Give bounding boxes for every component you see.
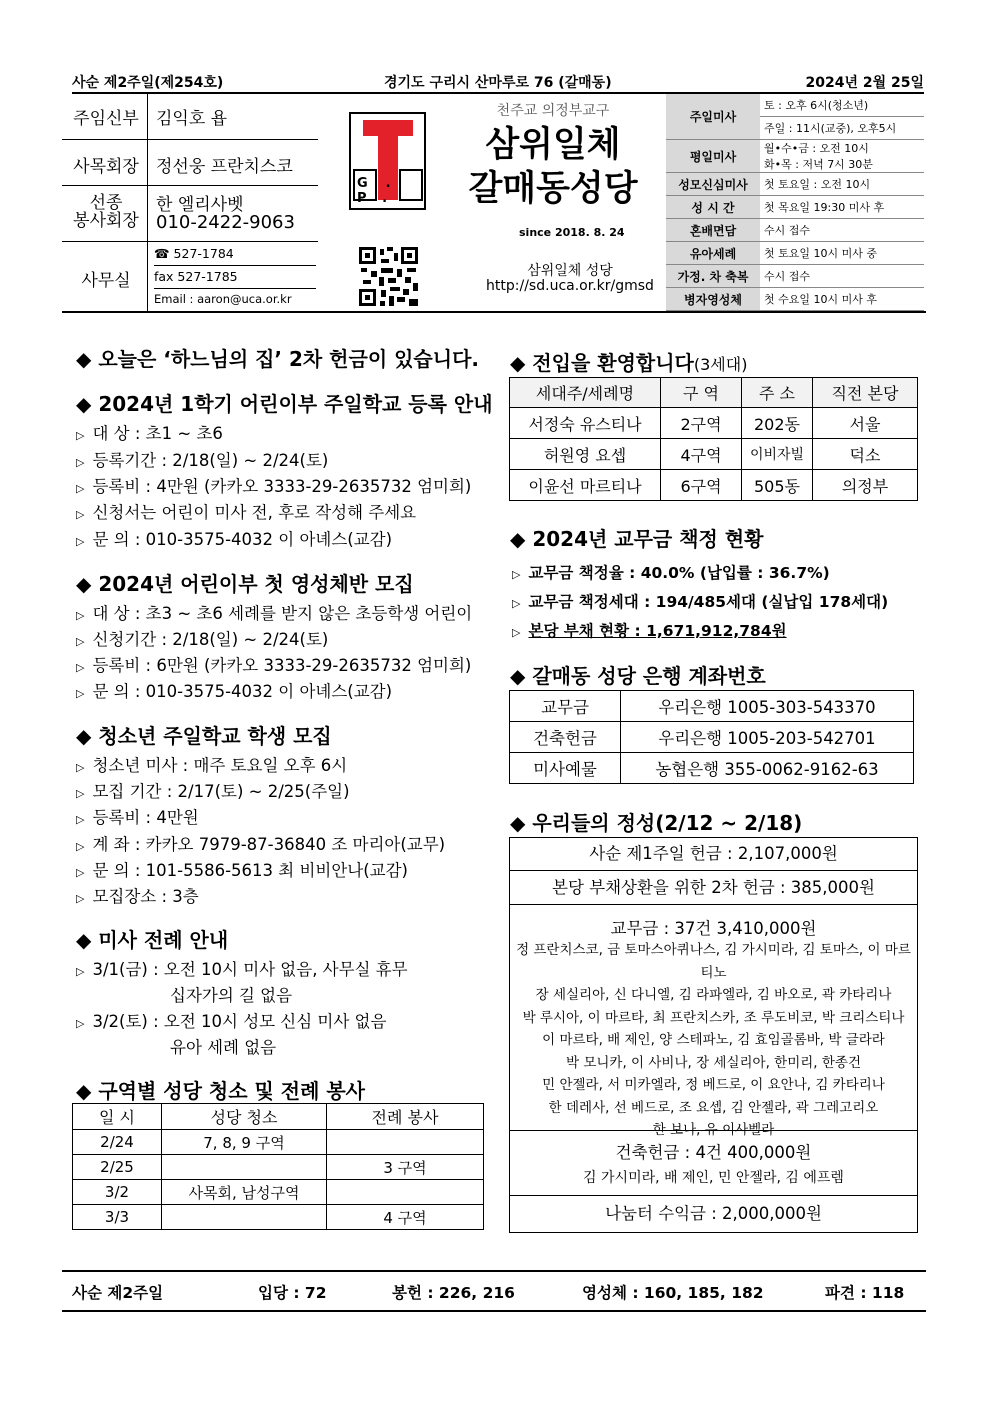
table-header-cell: 성당 청소	[162, 1104, 327, 1130]
offering-sunday: 사순 제1주일 헌금 : 2,107,000원	[510, 838, 917, 871]
newcomer-table	[509, 377, 918, 501]
schedule-value: 주일 : 11시(교중), 오후5시	[760, 117, 924, 140]
table-cell: 덕소	[813, 439, 918, 470]
building-fund-names: 김 가시미라, 배 제인, 민 안젤라, 김 에프렘	[583, 1170, 844, 1186]
table-row	[73, 1180, 484, 1205]
schedule-row	[666, 219, 924, 242]
staff-label: 사목회장	[73, 157, 139, 177]
table-cell: 3 구역	[327, 1155, 484, 1180]
table-header-row	[510, 378, 918, 408]
table-cell: 이비자빌	[742, 439, 813, 470]
church-address: 경기도 구리시 산마루로 76 (갈매동)	[384, 75, 612, 91]
notice-heading-youth-school: ◆ 청소년 주일학교 학생 모집	[76, 724, 332, 748]
triangle-bullet-icon: ▷	[512, 568, 521, 581]
schedule-value: 화•목 : 저녁 7시 30분	[760, 156, 924, 173]
schedule-row	[666, 265, 924, 288]
schedule-label: 성 시 간	[666, 196, 760, 219]
schedule-label: 유아세례	[666, 242, 760, 265]
triangle-bullet-icon: ▷	[76, 892, 85, 905]
list-item-text: 교무금 책정율 : 40.0% (납입률 : 36.7%)	[528, 564, 830, 582]
schedule-label: 주일미사	[666, 94, 760, 140]
building-fund-title: 건축헌금 : 4건 400,000원	[615, 1143, 812, 1162]
list-item	[76, 499, 416, 523]
table-header-cell: 전례 봉사	[327, 1104, 484, 1130]
triangle-bullet-icon: ▷	[76, 635, 85, 648]
table-cell: 3/2	[73, 1180, 162, 1205]
list-item-text: 등록비 : 4만원 (카카오 3333-29-2635732 엄미희)	[92, 477, 472, 496]
schedule-value: 수시 접수	[760, 219, 924, 242]
list-item	[76, 883, 199, 907]
triangle-bullet-icon: ▷	[76, 456, 85, 469]
triangle-bullet-icon: ▷	[76, 866, 85, 879]
staff-row-funeral	[62, 186, 318, 242]
list-item-text: 계 좌 : 카카오 7979-87-36840 조 마리아(교무)	[92, 835, 446, 854]
list-item-text: 청소년 미사 : 매주 토요일 오후 6시	[92, 756, 348, 775]
heading-text: ◆ 전입을 환영합니다	[510, 351, 694, 375]
schedule-value: 첫 수요일 10시 미사 후	[760, 288, 924, 311]
schedule-value: 수시 접수	[760, 265, 924, 288]
table-row	[510, 470, 918, 501]
office-fax: fax 527-1785	[154, 269, 316, 289]
table-cell: 3/3	[73, 1205, 162, 1230]
logo-text: G. P.	[357, 176, 409, 206]
triangle-bullet-icon: ▷	[76, 687, 85, 700]
church-logo	[349, 112, 426, 210]
table-cell: 202동	[742, 408, 813, 439]
building-fund-section	[510, 1131, 917, 1196]
tithe-names-line: 한 데레사, 선 베드로, 조 요셉, 김 안젤라, 곽 그레고리오	[548, 1099, 879, 1116]
list-item	[512, 619, 787, 641]
list-item	[76, 778, 350, 802]
table-cell: 의정부	[813, 470, 918, 501]
notice-heading-newcomers	[510, 347, 747, 376]
table-cell: 2/25	[73, 1155, 162, 1180]
offerings-box	[509, 837, 918, 1233]
staff-divider	[147, 94, 148, 312]
staff-value: 김익호 욥	[156, 109, 228, 129]
staff-block	[62, 94, 318, 312]
triangle-bullet-icon: ▷	[76, 787, 85, 800]
list-item	[76, 447, 328, 471]
triangle-bullet-icon: ▷	[76, 609, 85, 622]
office-tel: ☎ 527-1784	[154, 246, 316, 266]
list-item-text: 3/2(토) : 오전 10시 성모 신심 미사 없음	[92, 1012, 387, 1031]
table-cell	[162, 1205, 327, 1230]
list-item-text: 등록비 : 4만원	[92, 808, 199, 827]
table-cell: 건축헌금	[510, 722, 621, 753]
table-cell: 서울	[813, 408, 918, 439]
list-item	[76, 1008, 386, 1032]
table-cell: 미사예물	[510, 753, 621, 784]
table-cell	[327, 1130, 484, 1155]
staff-row-office	[62, 242, 318, 312]
list-item-text: 문 의 : 010-3575-4032 이 아녜스(교감)	[92, 530, 393, 549]
table-row	[510, 691, 914, 722]
office-email: Email : aaron@uca.or.kr	[154, 292, 292, 306]
table-header-cell: 세대주/세례명	[510, 378, 661, 408]
table-cell: 우리은행 1005-303-543370	[621, 691, 914, 722]
notice-heading-tithe-status: ◆ 2024년 교무금 책정 현황	[510, 527, 764, 551]
triangle-bullet-icon: ▷	[76, 429, 85, 442]
schedule-label: 병자영성체	[666, 288, 760, 311]
table-cell: 교무금	[510, 691, 621, 722]
triangle-bullet-icon: ▷	[76, 1017, 85, 1030]
list-item-text: 교무금 책정세대 : 194/485세대 (실납입 178세대)	[528, 593, 889, 611]
table-header-row	[73, 1104, 484, 1130]
triangle-bullet-icon: ▷	[76, 482, 85, 495]
site-name: 삼위일체 성당	[527, 263, 613, 279]
table-cell: 농협은행 355-0062-9162-63	[621, 753, 914, 784]
table-cell: 4 구역	[327, 1205, 484, 1230]
list-item	[76, 626, 328, 650]
list-item	[76, 857, 408, 881]
staff-label	[66, 194, 146, 230]
list-item-text: 대 상 : 초1 ~ 초6	[92, 424, 223, 443]
tithe-names-line: 정 프란치스코, 금 토마스아퀴나스, 김 가시미라, 김 토마스, 이 마르티노	[516, 942, 911, 981]
triangle-bullet-icon: ▷	[512, 626, 521, 639]
footer-communion: 영성체 : 160, 185, 182	[582, 1284, 764, 1302]
church-name-line1: 삼위일체	[485, 125, 621, 165]
newcomer-count: (3세대)	[693, 355, 748, 374]
schedule-label: 평일미사	[666, 140, 760, 173]
list-item	[512, 561, 830, 583]
triangle-bullet-icon: ▷	[76, 761, 85, 774]
mass-schedule-table	[666, 94, 924, 311]
table-header-cell: 직전 본당	[813, 378, 918, 408]
tithe-name-list	[510, 939, 917, 1142]
list-item	[76, 652, 471, 676]
staff-phone: 010-2422-9063	[156, 212, 295, 233]
tithe-names-line: 박 루시아, 이 마르타, 최 프란치스카, 조 루도비코, 박 크리스티나	[522, 1009, 905, 1026]
schedule-row	[666, 173, 924, 196]
table-row	[73, 1130, 484, 1155]
nanum-income: 나눔터 수익금 : 2,000,000원	[605, 1204, 822, 1223]
issue-week: 사순 제2주일(제254호)	[72, 75, 224, 91]
footer-week: 사순 제2주일	[72, 1284, 164, 1302]
table-row	[73, 1205, 484, 1230]
list-item	[76, 600, 472, 624]
list-item-text: 3/1(금) : 오전 10시 미사 없음, 사무실 휴무	[92, 960, 408, 979]
list-item-continuation: 십자가의 길 없음	[170, 986, 293, 1005]
table-cell: 6구역	[661, 470, 742, 501]
schedule-label: 성모신심미사	[666, 173, 760, 196]
qr-code-icon	[359, 247, 418, 306]
table-cell: 사목회, 남성구역	[162, 1180, 327, 1205]
tithe-title: 교무금 : 37건 3,410,000원	[610, 919, 817, 938]
tithe-names-line: 한 보나, 유 이사벨라	[652, 1122, 775, 1138]
schedule-value: 첫 목요일 19:30 미사 후	[760, 196, 924, 219]
schedule-row	[666, 288, 924, 311]
staff-label-line2: 봉사회장	[73, 211, 139, 231]
list-item-text: 문 의 : 101-5586-5613 최 비비안나(교감)	[92, 861, 408, 880]
tithe-names-line: 박 모니카, 이 사비나, 장 세실리아, 한미리, 한종건	[566, 1054, 861, 1071]
list-item-text: 신청서는 어린이 미사 전, 후로 작성해 주세요	[92, 503, 417, 522]
triangle-bullet-icon: ▷	[76, 661, 85, 674]
diocese-name: 천주교 의정부교구	[496, 103, 610, 119]
notice-heading-bank-accounts: ◆ 갈매동 성당 은행 계좌번호	[510, 664, 766, 688]
tithe-section	[510, 905, 917, 1138]
notice-heading-first-communion: ◆ 2024년 어린이부 첫 영성체반 모집	[76, 572, 414, 596]
table-cell: 우리은행 1005-203-542701	[621, 722, 914, 753]
table-cell: 505동	[742, 470, 813, 501]
schedule-label: 가정. 차 축복	[666, 265, 760, 288]
table-row	[510, 439, 918, 470]
list-item	[76, 526, 392, 550]
staff-row-priest	[62, 94, 318, 140]
staff-label: 주임신부	[73, 109, 139, 129]
list-item	[512, 590, 888, 612]
footer-dispatch: 파견 : 118	[825, 1284, 905, 1302]
district-duty-table	[72, 1103, 484, 1230]
staff-label: 사무실	[81, 271, 131, 291]
list-item-text: 문 의 : 010-3575-4032 이 아녜스(교감)	[92, 682, 393, 701]
footer-offering: 봉헌 : 226, 216	[392, 1284, 515, 1302]
table-header-cell: 구 역	[661, 378, 742, 408]
schedule-row	[666, 196, 924, 219]
list-item	[76, 420, 223, 444]
table-cell	[327, 1180, 484, 1205]
schedule-value: 월•수•금 : 오전 10시	[764, 142, 869, 155]
tithe-names-line: 민 안젤라, 서 미카엘라, 정 베드로, 이 요안나, 김 카타리나	[542, 1077, 885, 1093]
list-item-text: 등록비 : 6만원 (카카오 3333-29-2635732 엄미희)	[92, 656, 472, 675]
footer-attendance: 입당 : 72	[258, 1284, 327, 1302]
notice-heading-district-duty: ◆ 구역별 성당 청소 및 전례 봉사	[76, 1079, 365, 1103]
table-cell: 7, 8, 9 구역	[162, 1130, 327, 1155]
schedule-value: 첫 토요일 : 오전 10시	[760, 173, 924, 196]
table-header-cell: 주 소	[742, 378, 813, 408]
list-item	[76, 678, 392, 702]
list-item-text: 대 상 : 초3 ~ 초6 세례를 받지 않은 초등학생 어린이	[92, 604, 473, 623]
list-item	[76, 831, 445, 855]
list-item-text: 신청기간 : 2/18(일) ~ 2/24(토)	[92, 630, 329, 649]
schedule-row	[666, 94, 924, 117]
table-cell	[162, 1155, 327, 1180]
list-item	[76, 804, 199, 828]
triangle-bullet-icon: ▷	[512, 597, 521, 610]
bank-account-table	[509, 690, 914, 784]
notice-heading-mass-liturgy: ◆ 미사 전례 안내	[76, 928, 229, 952]
triangle-bullet-icon: ▷	[76, 965, 85, 978]
schedule-row	[666, 140, 924, 157]
church-name-line2: 갈매동성당	[468, 169, 638, 209]
table-cell: 2구역	[661, 408, 742, 439]
footer-stats-bar	[62, 1270, 926, 1312]
list-item-text: 모집장소 : 3층	[92, 887, 199, 906]
top-info-line	[72, 72, 924, 94]
triangle-bullet-icon: ▷	[76, 535, 85, 548]
table-row	[73, 1155, 484, 1180]
table-cell: 서정숙 유스티나	[510, 408, 661, 439]
tithe-names-line: 장 세실리아, 신 다니엘, 김 라파엘라, 김 바오로, 곽 카타리나	[535, 987, 892, 1003]
list-item	[76, 473, 471, 497]
triangle-bullet-icon: ▷	[76, 840, 85, 853]
notice-heading-offerings: ◆ 우리들의 정성(2/12 ~ 2/18)	[510, 811, 803, 835]
staff-value: 한 엘리사벳	[156, 195, 244, 215]
issue-date: 2024년 2월 25일	[805, 75, 924, 91]
table-row	[510, 722, 914, 753]
schedule-value: 토 : 오후 6시(청소년)	[760, 94, 924, 117]
list-item-text: 모집 기간 : 2/17(토) ~ 2/25(주일)	[92, 782, 350, 801]
notice-heading-collection: ◆ 오늘은 ‘하느님의 집’ 2차 헌금이 있습니다.	[76, 347, 479, 371]
table-row	[510, 408, 918, 439]
triangle-bullet-icon: ▷	[76, 813, 85, 826]
list-item	[76, 752, 347, 776]
staff-label-line1: 선종	[89, 193, 123, 213]
table-cell: 4구역	[661, 439, 742, 470]
triangle-bullet-icon: ▷	[76, 508, 85, 521]
staff-row-council	[62, 140, 318, 186]
table-cell: 2/24	[73, 1130, 162, 1155]
staff-value: 정선웅 프란치스코	[156, 157, 293, 177]
tithe-names-line: 이 마르타, 배 제인, 양 스테파노, 김 효임골롬바, 박 글라라	[542, 1032, 885, 1048]
schedule-row	[666, 242, 924, 265]
list-item	[76, 956, 408, 980]
offering-second-collection: 본당 부채상환을 위한 2차 헌금 : 385,000원	[510, 871, 917, 905]
website-link[interactable]: http://sd.uca.or.kr/gmsd	[486, 278, 654, 294]
schedule-value: 첫 토요일 10시 미사 중	[760, 242, 924, 265]
list-item-continuation: 유아 세례 없음	[170, 1038, 277, 1057]
since-date: since 2018. 8. 24	[519, 226, 625, 239]
table-row	[510, 753, 914, 784]
table-cell: 이윤선 마르티나	[510, 470, 661, 501]
table-cell: 허원영 요셉	[510, 439, 661, 470]
table-header-cell: 일 시	[73, 1104, 162, 1130]
notice-heading-sunday-school: ◆ 2024년 1학기 어린이부 주일학교 등록 안내	[76, 392, 493, 416]
schedule-label: 혼배면담	[666, 219, 760, 242]
header-bottom-rule	[62, 311, 926, 313]
list-item-text: 등록기간 : 2/18(일) ~ 2/24(토)	[92, 451, 329, 470]
list-item-text: 본당 부채 현황 : 1,671,912,784원	[528, 622, 787, 640]
